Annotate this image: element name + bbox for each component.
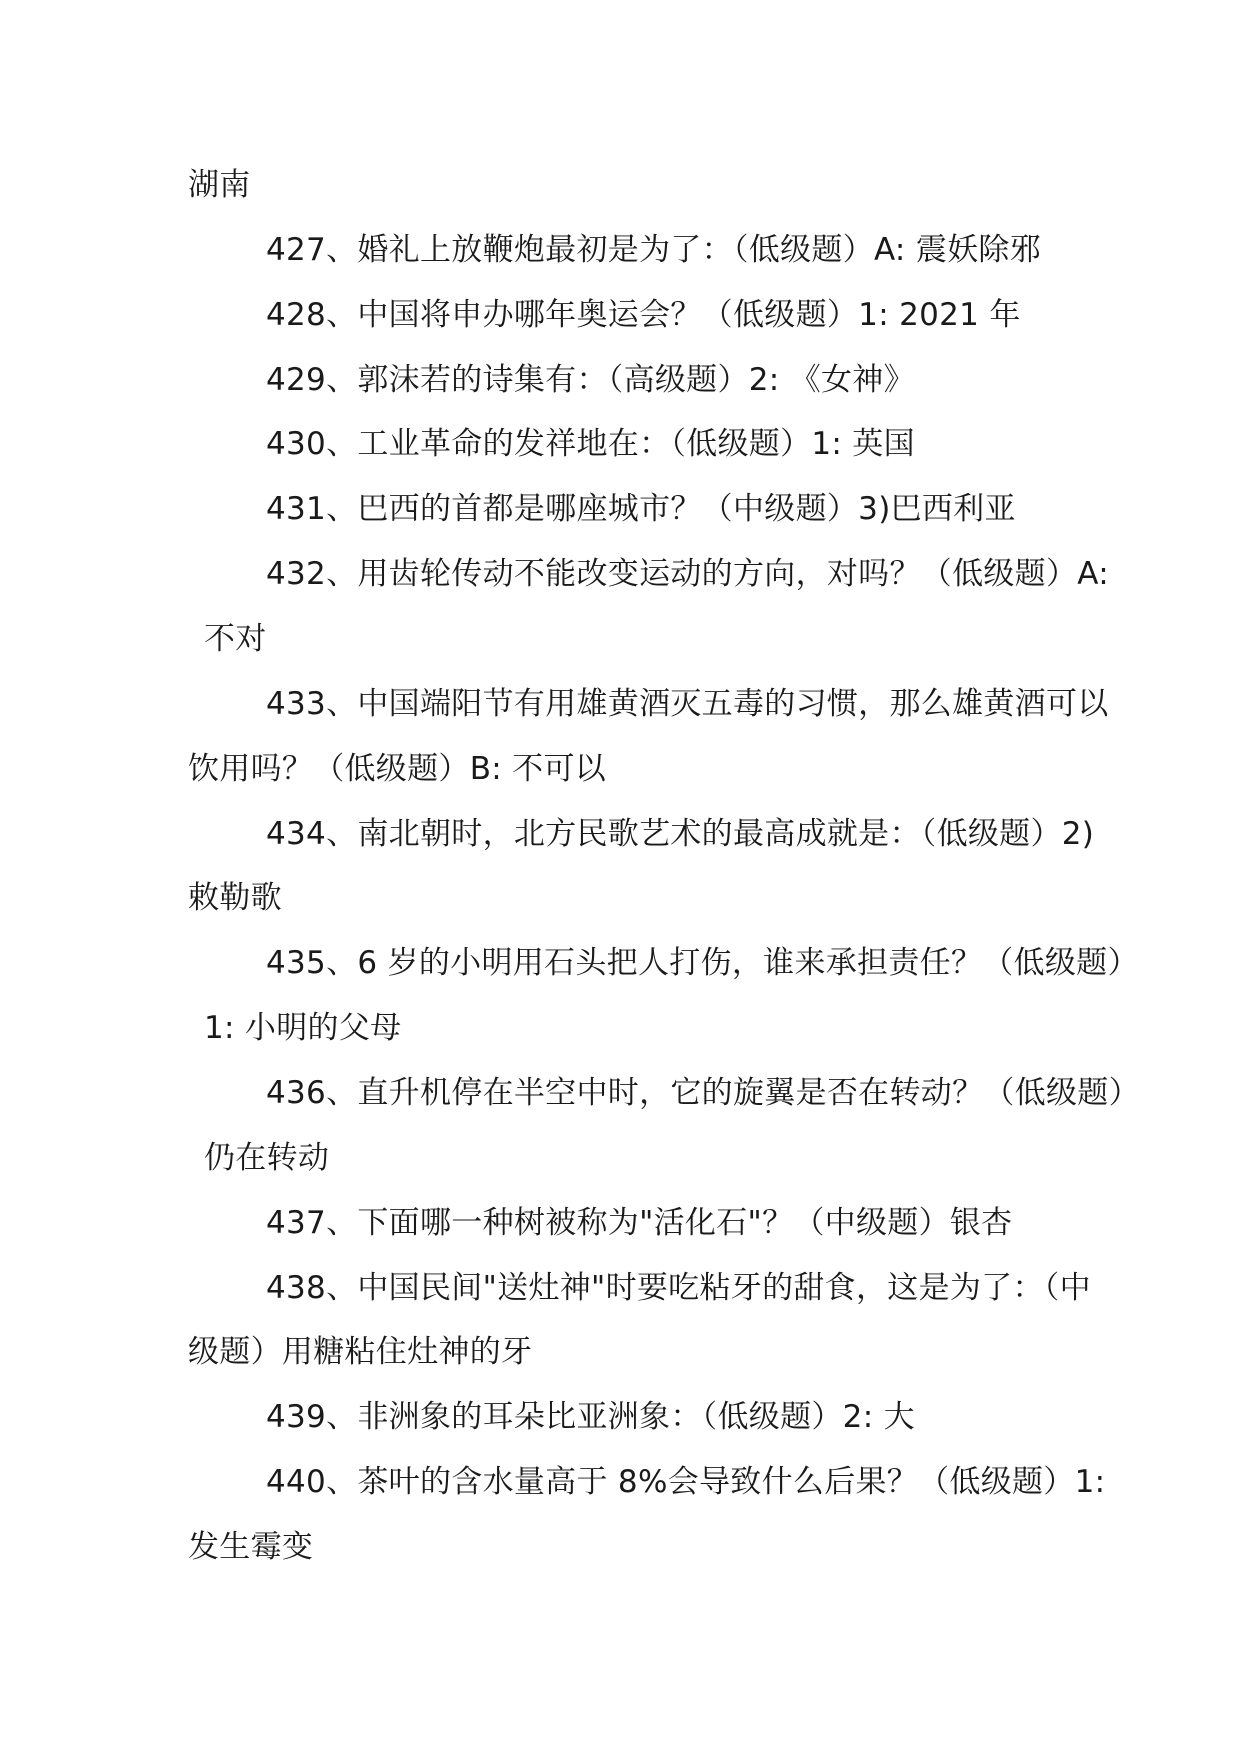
- answer-continuation: 仍在转动: [204, 1140, 330, 1176]
- question-434: 434、南北朝时，北方民歌艺术的最高成就是：（低级题）2): [266, 816, 1095, 852]
- answer-continuation: 敕勒歌: [188, 880, 282, 916]
- question-431: 431、巴西的首都是哪座城市？（中级题）3)巴西利亚: [266, 491, 1016, 527]
- question-435: 435、6 岁的小明用石头把人打伤，谁来承担责任？（低级题）: [266, 945, 1139, 981]
- question-continuation: 级题）用糖粘住灶神的牙: [188, 1334, 533, 1370]
- question-440: 440、茶叶的含水量高于 8%会导致什么后果？（低级题）1:: [266, 1464, 1106, 1500]
- answer-continuation: 1: 小明的父母: [204, 1010, 402, 1046]
- question-429: 429、郭沫若的诗集有：（高级题）2: 《女神》: [266, 362, 915, 398]
- text-line: 湖南: [188, 167, 251, 203]
- question-433: 433、中国端阳节有用雄黄酒灭五毒的习惯，那么雄黄酒可以: [266, 686, 1109, 722]
- question-427: 427、婚礼上放鞭炮最初是为了：（低级题）A: 震妖除邪: [266, 232, 1042, 268]
- question-428: 428、中国将申办哪年奥运会？（低级题）1: 2021 年: [266, 297, 1021, 333]
- question-438: 438、中国民间"送灶神"时要吃粘牙的甜食，这是为了：（中: [266, 1270, 1091, 1306]
- question-continuation: 饮用吗？（低级题）B: 不可以: [188, 751, 607, 787]
- question-439: 439、非洲象的耳朵比亚洲象：（低级题）2: 大: [266, 1399, 915, 1435]
- question-436: 436、直升机停在半空中时，它的旋翼是否在转动？（低级题）: [266, 1075, 1140, 1111]
- answer-continuation: 发生霉变: [188, 1529, 314, 1565]
- answer-continuation: 不对: [204, 621, 267, 657]
- question-437: 437、下面哪一种树被称为"活化石"？（中级题）银杏: [266, 1205, 1013, 1241]
- question-430: 430、工业革命的发祥地在：（低级题）1: 英国: [266, 426, 915, 462]
- question-432: 432、用齿轮传动不能改变运动的方向，对吗？（低级题）A:: [266, 556, 1109, 592]
